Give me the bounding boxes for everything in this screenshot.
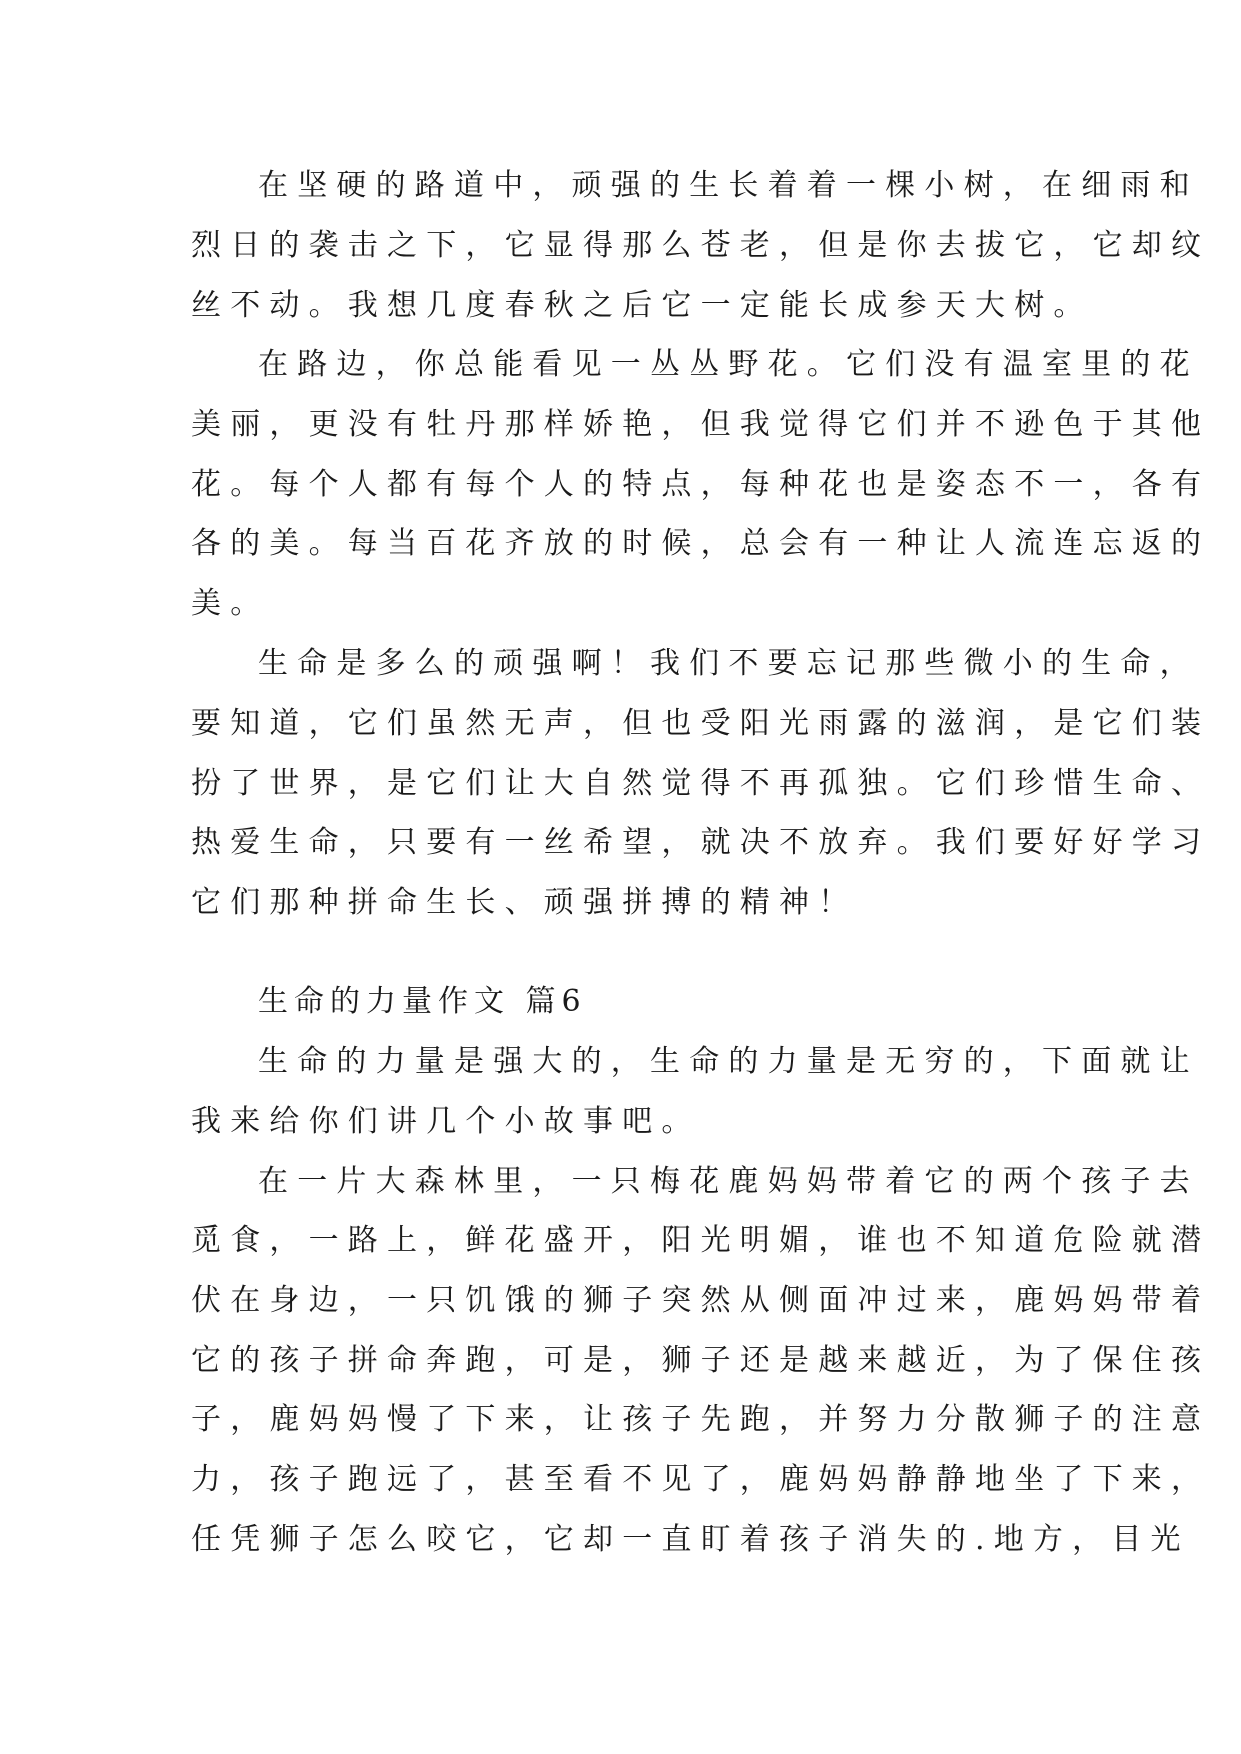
text-line: 美。	[191, 586, 270, 621]
text-line: 美丽，更没有牡丹那样娇艳，但我觉得它们并不逊色于其他	[191, 407, 1211, 442]
text-line: 生命的力量是强大的，生命的力量是无穷的，下面就让	[258, 1044, 1199, 1079]
text-line: 任凭狮子怎么咬它，它却一直盯着孩子消失的.地方，目光	[191, 1522, 1190, 1557]
text-line: 生命是多么的顽强啊！我们不要忘记那些微小的生命，	[258, 646, 1199, 681]
text-line: 我来给你们讲几个小故事吧。	[191, 1104, 701, 1139]
text-line: 伏在身边，一只饥饿的狮子突然从侧面冲过来，鹿妈妈带着	[191, 1283, 1211, 1318]
text-line: 在路边，你总能看见一丛丛野花。它们没有温室里的花	[258, 347, 1199, 382]
text-line: 它们那种拼命生长、顽强拼搏的精神！	[191, 885, 858, 920]
text-line: 扮了世界，是它们让大自然觉得不再孤独。它们珍惜生命、	[191, 766, 1211, 801]
text-line: 花。每个人都有每个人的特点，每种花也是姿态不一，各有	[191, 467, 1211, 502]
text-line: 在一片大森林里，一只梅花鹿妈妈带着它的两个孩子去	[258, 1164, 1199, 1199]
text-line: 在坚硬的路道中，顽强的生长着着一棵小树，在细雨和	[258, 168, 1199, 203]
text-line: 觅食，一路上，鲜花盛开，阳光明媚，谁也不知道危险就潜	[191, 1223, 1211, 1258]
text-line: 烈日的袭击之下，它显得那么苍老，但是你去拔它，它却纹	[191, 228, 1211, 263]
text-line: 要知道，它们虽然无声，但也受阳光雨露的滋润，是它们装	[191, 706, 1211, 741]
text-line: 它的孩子拼命奔跑，可是，狮子还是越来越近，为了保住孩	[191, 1343, 1211, 1378]
text-line: 力，孩子跑远了，甚至看不见了，鹿妈妈静静地坐了下来，	[191, 1462, 1211, 1497]
text-line: 丝不动。我想几度春秋之后它一定能长成参天大树。	[191, 288, 1093, 323]
text-line: 子，鹿妈妈慢了下来，让孩子先跑，并努力分散狮子的注意	[191, 1402, 1211, 1437]
section-title: 生命的力量作文 篇6	[258, 984, 587, 1019]
text-line: 热爱生命，只要有一丝希望，就决不放弃。我们要好好学习	[191, 825, 1211, 860]
text-line: 各的美。每当百花齐放的时候，总会有一种让人流连忘返的	[191, 526, 1211, 561]
